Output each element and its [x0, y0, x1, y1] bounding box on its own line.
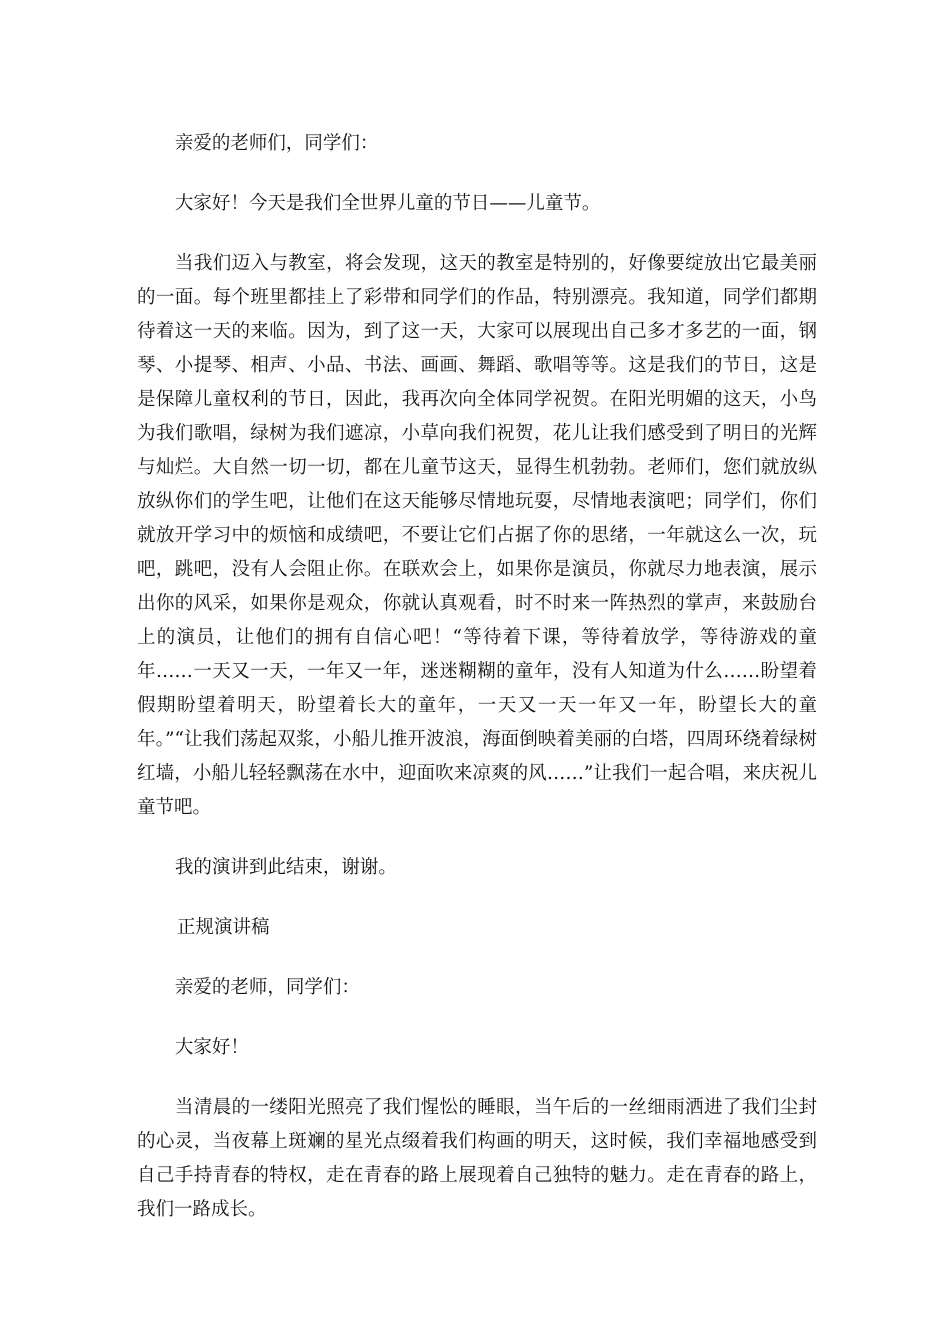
body-paragraph-2: 当清晨的一缕阳光照亮了我们惺忪的睡眼，当午后的一丝细雨洒进了我们尘封的心灵，当夜幕上斑斓的星光点缀着我们构画的明天，这时候，我们幸福地感受到自己手持青春的特权，走在青春的路上展现着自己独特的魅力。走在青春的路上，我们一路成长。 [137, 1097, 817, 1220]
section-title: 正规演讲稿 [177, 917, 270, 938]
closing-line: 我的演讲到此结束，谢谢。 [174, 857, 397, 878]
salutation-2: 亲爱的老师，同学们： [174, 977, 360, 998]
greeting-1: 大家好！今天是我们全世界儿童的节日——儿童节。 [174, 193, 601, 214]
document-body [137, 127, 817, 1253]
salutation-1: 亲爱的老师们，同学们： [174, 133, 379, 154]
body-paragraph-1: 当我们迈入与教室，将会发现，这天的教室是特别的，好像要绽放出它最美丽的一面。每个班里都挂上了彩带和同学们的作品，特别漂亮。我知道，同学们都期待着这一天的来临。因为，到了这一天，大家可以展现出自己多才多艺的一面，钢琴、小提琴、相声、小品、书法、画画、舞蹈、歌唱等等。这是我们的节日，这是是保障儿童权利的节日，因此，我再次向全体同学祝贺。在阳光明媚的这天，小鸟为我们歌唱，绿树为我们遮凉，小草向我们祝贺，花儿让我们感受到了明日的光辉与灿烂。大自然一切一切，都在儿童节这天，显得生机勃勃。老师们，您们就放纵放纵你们的学生吧，让他们在这天能够尽情地玩耍，尽情地表演吧；同学们，你们就放开学习中的烦恼和成绩吧，不要让它们占据了你的思绪，一年就这么一次，玩吧，跳吧，没有人会阻止你。在联欢会上，如果你是演员，你就尽力地表演，展示出你的风采，如果你是观众，你就认真观看，时不时来一阵热烈的掌声，来鼓励台上的演员，让他们的拥有自信心吧！“等待着下课，等待着放学，等待游戏的童年……一天又一天，一年又一年，迷迷糊糊的童年，没有人知道为什么……盼望着假期盼望着明天，盼望着长大的童年，一天又一天一年又一年，盼望长大的童年。”“让我们荡起双浆，小船儿推开波浪，海面倒映着美丽的白塔，四周环绕着绿树红墙，小船儿轻轻飘荡在水中，迎面吹来凉爽的风……”让我们一起合唱，来庆祝儿童节吧。 [137, 253, 817, 818]
greeting-2: 大家好！ [174, 1037, 249, 1058]
